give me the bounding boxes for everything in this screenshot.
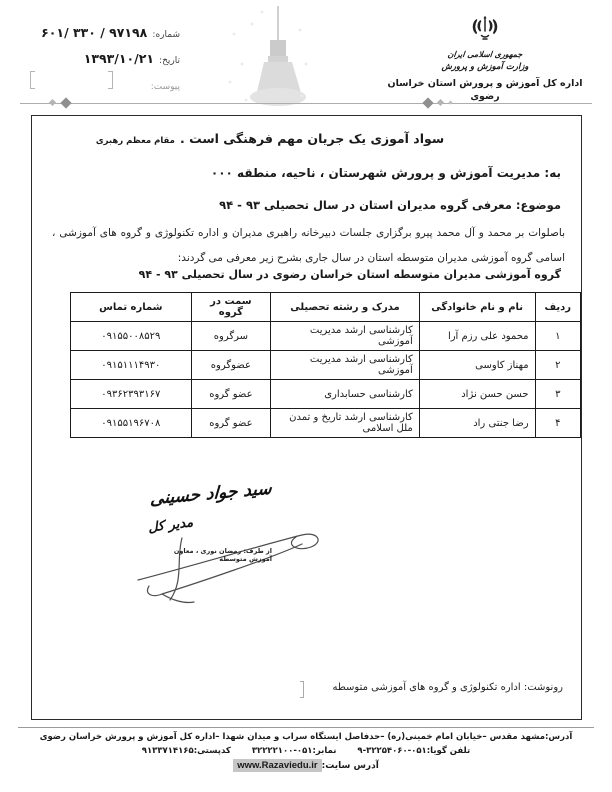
letter-meta-block bbox=[28, 24, 180, 102]
cell-name: حسن حسن نژاد bbox=[419, 380, 535, 409]
table-title: گروه آموزشی مدیران متوسطه استان خراسان رضوی در سال تحصیلی ۹۳ - ۹۴ bbox=[138, 268, 561, 281]
column-header-row-number: ردیف bbox=[535, 293, 580, 322]
cell-row-number: ۴ bbox=[535, 409, 580, 438]
column-header-degree: مدرک و رشته تحصیلی bbox=[271, 293, 420, 322]
iran-emblem-icon bbox=[380, 14, 590, 48]
cell-name: رضا جنتی راد bbox=[419, 409, 535, 438]
date-value: ۱۳۹۳/۱۰/۲۱ bbox=[83, 51, 154, 66]
footer-address: آدرس:مشهد مقدس –خیابان امام خمینی(ره) –حدفاصل ایستگاه سراب و میدان شهدا –اداره کل آموزش و پرورش خراسان رضوی bbox=[39, 732, 573, 742]
fold-mark-right bbox=[108, 71, 113, 89]
column-header-phone: شماره تماس bbox=[71, 293, 192, 322]
cell-position: عضو گروه bbox=[191, 409, 271, 438]
table-row bbox=[71, 380, 581, 409]
website-label: آدرس سایت: bbox=[321, 761, 379, 771]
footer-website-line bbox=[0, 760, 612, 771]
number-value: ۹۷۱۹۸ / ۳۳۰ /۶۰۱ bbox=[41, 25, 148, 40]
letter-body-frame bbox=[31, 115, 582, 720]
cell-position: عضوگروه bbox=[191, 351, 271, 380]
signer-title: مدیر کل bbox=[147, 515, 194, 536]
body-paragraph: باصلوات بر محمد و آل محمد پیرو برگزاری جلسات دبیرخانه راهبری مدیران و اداره تکنولوژی و گروه های آموزشی ، اسامی گروه آموزشی مدیران متوسطه استان در سال جاری بشرح زیر معرفی می گردند: bbox=[52, 227, 565, 264]
cell-phone: ۰۹۱۵۱۱۱۴۹۳۰ bbox=[71, 351, 192, 380]
letter-attachment-row bbox=[28, 76, 180, 95]
letter-number-row bbox=[28, 24, 180, 43]
addressee-line: به: مدیریت آموزش و پرورش شهرستان ، ناحیه، منطقه ۰۰۰ bbox=[210, 166, 561, 180]
cell-phone: ۰۹۱۵۵۱۹۶۷۰۸ bbox=[71, 409, 192, 438]
cell-phone: ۰۹۳۶۲۳۹۳۱۶۷ bbox=[71, 380, 192, 409]
cell-name: محمود علی رزم آرا bbox=[419, 322, 535, 351]
letter-date-row bbox=[28, 50, 180, 69]
cell-position: عضو گروه bbox=[191, 380, 271, 409]
tower-watermark-icon bbox=[222, 4, 310, 112]
slogan-attribution: مقام معظم رهبری bbox=[95, 136, 175, 146]
table-row bbox=[71, 322, 581, 351]
column-header-name: نام و نام خانوادگی bbox=[419, 293, 535, 322]
cell-position: سرگروه bbox=[191, 322, 271, 351]
cell-degree: کارشناسی ارشد مدیریت آموزشی bbox=[271, 322, 420, 351]
letterhead-org-block bbox=[380, 14, 590, 103]
header-separator bbox=[20, 103, 592, 104]
footer-fax: نمابر:۰۵۱-۳۲۲۲۲۱۰۰ bbox=[251, 746, 337, 756]
slogan-text: سواد آموزی یک جریان مهم فرهنگی است . bbox=[180, 131, 445, 146]
table-header-row bbox=[71, 293, 581, 322]
date-label: تاریخ: bbox=[159, 56, 180, 66]
signer-name: سید جواد حسینی bbox=[149, 478, 273, 510]
table-row bbox=[71, 409, 581, 438]
slogan-line bbox=[32, 128, 508, 147]
fold-mark-copy bbox=[300, 681, 304, 698]
signature-flourish bbox=[132, 516, 342, 610]
column-header-position: سمت در گروه bbox=[191, 293, 271, 322]
website-url: www.Razaviedu.ir bbox=[233, 759, 321, 772]
attachment-label: پیوست: bbox=[150, 82, 180, 92]
cell-row-number: ۳ bbox=[535, 380, 580, 409]
copy-to-line: رونوشت: اداره تکنولوژی و گروه های آموزشی متوسطه bbox=[332, 682, 563, 693]
org-country: جمهوری اسلامی ایران bbox=[447, 50, 523, 59]
managers-roster-table bbox=[70, 292, 581, 438]
footer-phone: تلفن گویا:۰۵۱-۳۲۲۵۴۰۶۰-۹ bbox=[357, 746, 471, 756]
subject-line: موضوع: معرفی گروه مدیران استان در سال تحصیلی ۹۳ - ۹۴ bbox=[219, 198, 561, 212]
cell-row-number: ۲ bbox=[535, 351, 580, 380]
on-behalf-note: از طرف: رمضان نوری ، معاون آموزش متوسطه bbox=[173, 547, 272, 563]
org-ministry: وزارت آموزش و پرورش bbox=[441, 62, 529, 72]
cell-name: مهناز کاوسی bbox=[419, 351, 535, 380]
fold-mark-left bbox=[30, 71, 35, 89]
cell-degree: کارشناسی حسابداری bbox=[271, 380, 420, 409]
table-row bbox=[71, 351, 581, 380]
cell-row-number: ۱ bbox=[535, 322, 580, 351]
footer-separator bbox=[18, 727, 594, 728]
footer-postal-code: کدپستی:۹۱۳۳۷۱۴۱۶۵ bbox=[141, 746, 231, 756]
cell-phone: ۰۹۱۵۵۰۰۸۵۲۹ bbox=[71, 322, 192, 351]
org-department: اداره کل آموزش و پرورش استان خراسان رضوی bbox=[387, 78, 583, 102]
number-label: شماره: bbox=[152, 30, 180, 40]
cell-degree: کارشناسی ارشد مدیریت آموزشی bbox=[271, 351, 420, 380]
footer-contact-line bbox=[0, 746, 612, 756]
cell-degree: کارشناسی ارشد تاریخ و تمدن ملل اسلامی bbox=[271, 409, 420, 438]
